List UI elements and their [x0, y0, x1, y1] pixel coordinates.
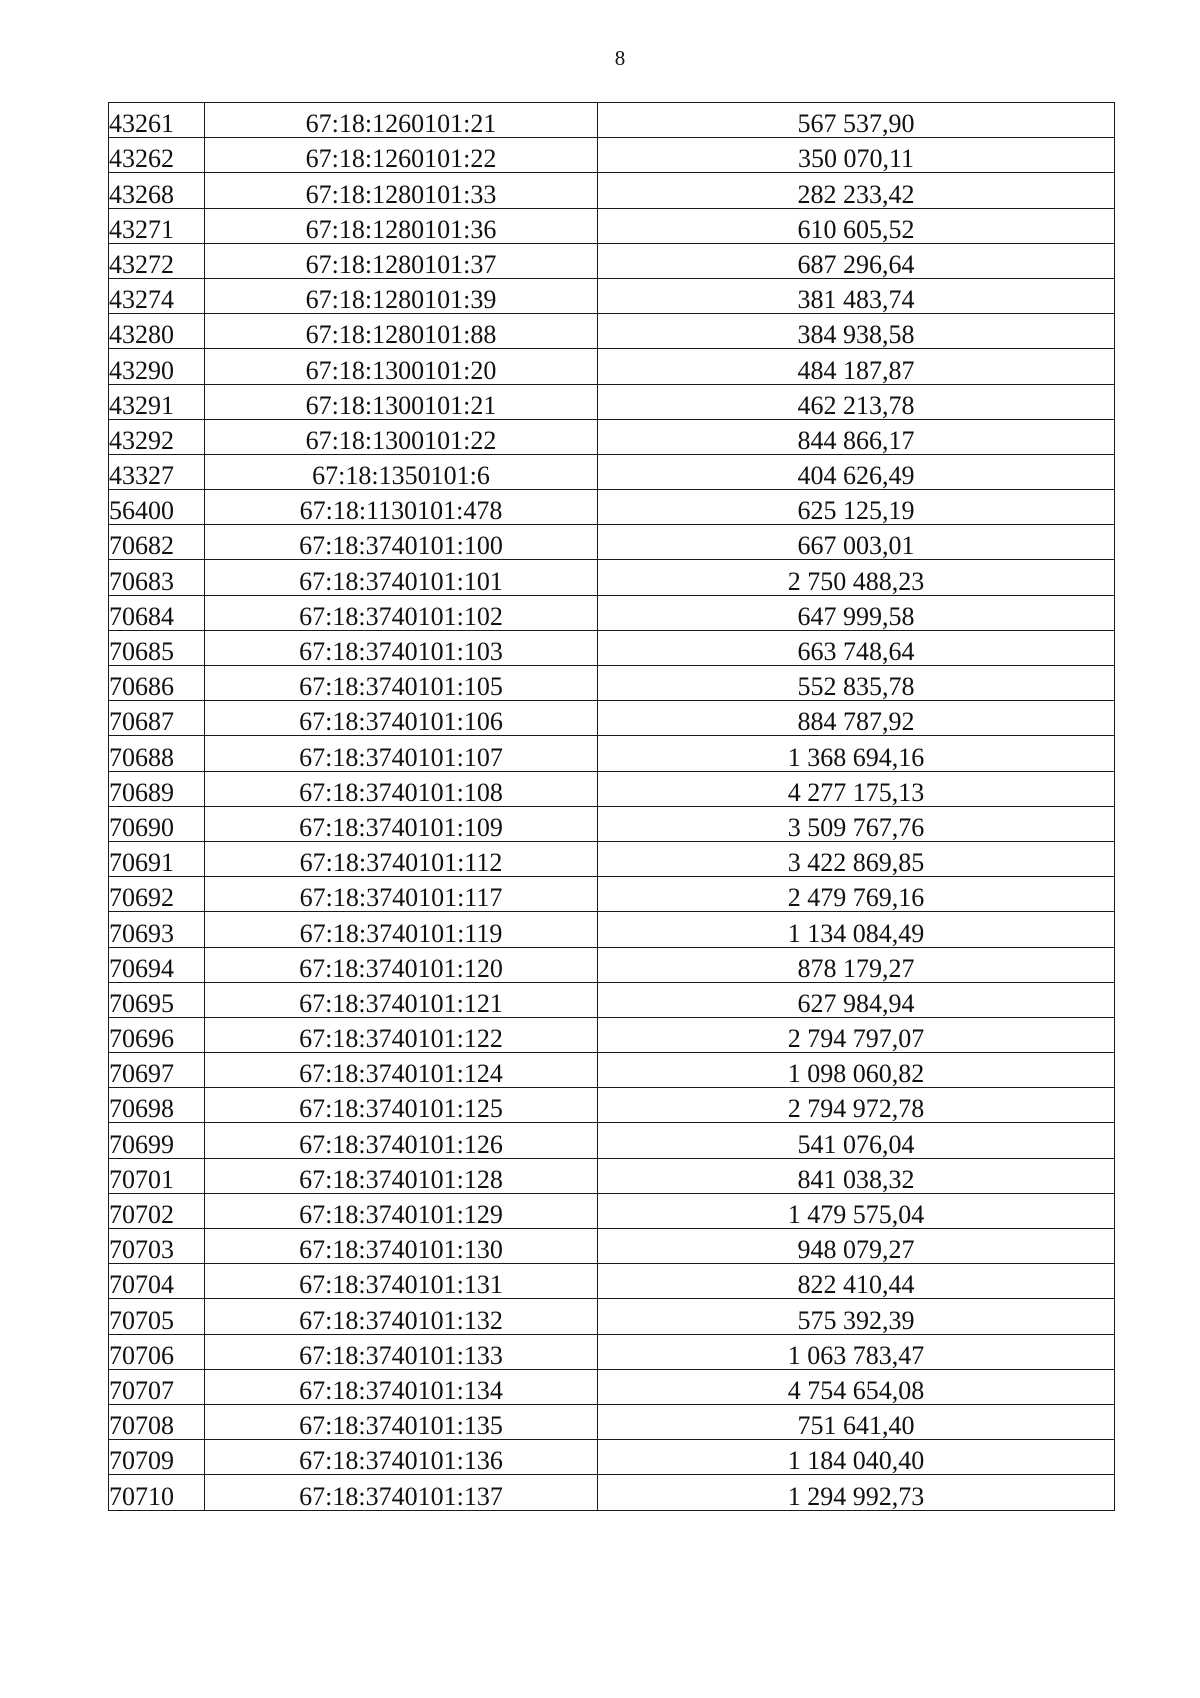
row-number-cell: 43262: [109, 138, 205, 173]
cadastral-number-cell: 67:18:3740101:112: [205, 841, 598, 876]
table-row: [109, 947, 1115, 982]
row-number-cell: 70697: [109, 1053, 205, 1088]
row-number-cell: 43292: [109, 419, 205, 454]
row-number-cell: 70683: [109, 560, 205, 595]
cadastral-value-cell: 1 134 084,49: [598, 912, 1115, 947]
table-row: [109, 349, 1115, 384]
cadastral-value-cell: 627 984,94: [598, 982, 1115, 1017]
row-number-cell: 43291: [109, 384, 205, 419]
table-row: [109, 419, 1115, 454]
cadastral-number-cell: 67:18:3740101:109: [205, 806, 598, 841]
cadastral-number-cell: 67:18:3740101:126: [205, 1123, 598, 1158]
cadastral-number-cell: 67:18:3740101:120: [205, 947, 598, 982]
cadastral-value-cell: 567 537,90: [598, 103, 1115, 138]
cadastral-number-cell: 67:18:3740101:129: [205, 1193, 598, 1228]
table-row: [109, 384, 1115, 419]
cadastral-value-cell: 384 938,58: [598, 314, 1115, 349]
cadastral-number-cell: 67:18:1130101:478: [205, 490, 598, 525]
row-number-cell: 70704: [109, 1264, 205, 1299]
table-row: [109, 1123, 1115, 1158]
cadastral-number-cell: 67:18:3740101:117: [205, 877, 598, 912]
table-row: [109, 877, 1115, 912]
cadastral-value-cell: 687 296,64: [598, 243, 1115, 278]
row-number-cell: 43272: [109, 243, 205, 278]
row-number-cell: 70689: [109, 771, 205, 806]
row-number-cell: 43268: [109, 173, 205, 208]
row-number-cell: 70702: [109, 1193, 205, 1228]
row-number-cell: 70703: [109, 1229, 205, 1264]
cadastral-number-cell: 67:18:3740101:105: [205, 666, 598, 701]
cadastral-number-cell: 67:18:3740101:131: [205, 1264, 598, 1299]
row-number-cell: 43280: [109, 314, 205, 349]
cadastral-number-cell: 67:18:3740101:108: [205, 771, 598, 806]
page-number: 8: [614, 46, 626, 70]
cadastral-number-cell: 67:18:3740101:103: [205, 630, 598, 665]
cadastral-value-cell: 575 392,39: [598, 1299, 1115, 1334]
table-row: [109, 1475, 1115, 1510]
cadastral-value-cell: 2 479 769,16: [598, 877, 1115, 912]
table-row: [109, 1158, 1115, 1193]
cadastral-number-cell: 67:18:1350101:6: [205, 454, 598, 489]
cadastral-value-cell: 610 605,52: [598, 208, 1115, 243]
cadastral-value-cell: 1 184 040,40: [598, 1440, 1115, 1475]
cadastral-number-cell: 67:18:3740101:136: [205, 1440, 598, 1475]
table-row: [109, 1017, 1115, 1052]
row-number-cell: 70698: [109, 1088, 205, 1123]
row-number-cell: 70701: [109, 1158, 205, 1193]
cadastral-number-cell: 67:18:1260101:22: [205, 138, 598, 173]
table-row: [109, 806, 1115, 841]
cadastral-value-cell: 552 835,78: [598, 666, 1115, 701]
cadastral-value-cell: 751 641,40: [598, 1404, 1115, 1439]
cadastral-value-cell: 4 754 654,08: [598, 1369, 1115, 1404]
row-number-cell: 70693: [109, 912, 205, 947]
cadastral-number-cell: 67:18:3740101:124: [205, 1053, 598, 1088]
cadastral-value-cell: 2 794 972,78: [598, 1088, 1115, 1123]
table-row: [109, 630, 1115, 665]
table-row: [109, 666, 1115, 701]
cadastral-value-cell: 948 079,27: [598, 1229, 1115, 1264]
cadastral-number-cell: 67:18:3740101:121: [205, 982, 598, 1017]
row-number-cell: 70682: [109, 525, 205, 560]
cadastral-value-cell: 841 038,32: [598, 1158, 1115, 1193]
table-row: [109, 701, 1115, 736]
table-row: [109, 525, 1115, 560]
table-row: [109, 560, 1115, 595]
cadastral-value-cell: 282 233,42: [598, 173, 1115, 208]
cadastral-number-cell: 67:18:3740101:107: [205, 736, 598, 771]
table-row: [109, 1334, 1115, 1369]
cadastral-value-cell: 462 213,78: [598, 384, 1115, 419]
row-number-cell: 70685: [109, 630, 205, 665]
row-number-cell: 70696: [109, 1017, 205, 1052]
cadastral-number-cell: 67:18:1300101:21: [205, 384, 598, 419]
row-number-cell: 70695: [109, 982, 205, 1017]
table-row: [109, 595, 1115, 630]
row-number-cell: 70688: [109, 736, 205, 771]
cadastral-number-cell: 67:18:1280101:33: [205, 173, 598, 208]
cadastral-value-cell: 3 422 869,85: [598, 841, 1115, 876]
table-row: [109, 1088, 1115, 1123]
cadastral-value-cell: 484 187,87: [598, 349, 1115, 384]
table-row: [109, 138, 1115, 173]
table-row: [109, 454, 1115, 489]
cadastral-value-cell: 844 866,17: [598, 419, 1115, 454]
table-row: [109, 208, 1115, 243]
cadastral-value-cell: 878 179,27: [598, 947, 1115, 982]
cadastral-value-cell: 1 063 783,47: [598, 1334, 1115, 1369]
row-number-cell: 70690: [109, 806, 205, 841]
cadastral-number-cell: 67:18:3740101:132: [205, 1299, 598, 1334]
cadastral-number-cell: 67:18:3740101:137: [205, 1475, 598, 1510]
cadastral-number-cell: 67:18:1300101:22: [205, 419, 598, 454]
row-number-cell: 70684: [109, 595, 205, 630]
row-number-cell: 70707: [109, 1369, 205, 1404]
cadastral-value-cell: 884 787,92: [598, 701, 1115, 736]
cadastral-value-cell: 541 076,04: [598, 1123, 1115, 1158]
row-number-cell: 70686: [109, 666, 205, 701]
cadastral-value-table: [108, 102, 1115, 1511]
cadastral-value-cell: 2 794 797,07: [598, 1017, 1115, 1052]
cadastral-number-cell: 67:18:1300101:20: [205, 349, 598, 384]
table-row: [109, 243, 1115, 278]
cadastral-value-cell: 667 003,01: [598, 525, 1115, 560]
table-row: [109, 1369, 1115, 1404]
table-row: [109, 912, 1115, 947]
table-row: [109, 173, 1115, 208]
cadastral-number-cell: 67:18:3740101:101: [205, 560, 598, 595]
cadastral-value-cell: 404 626,49: [598, 454, 1115, 489]
cadastral-value-cell: 2 750 488,23: [598, 560, 1115, 595]
cadastral-value-cell: 4 277 175,13: [598, 771, 1115, 806]
table-row: [109, 982, 1115, 1017]
row-number-cell: 70706: [109, 1334, 205, 1369]
row-number-cell: 56400: [109, 490, 205, 525]
table-row: [109, 1053, 1115, 1088]
row-number-cell: 70692: [109, 877, 205, 912]
cadastral-number-cell: 67:18:3740101:119: [205, 912, 598, 947]
cadastral-number-cell: 67:18:3740101:125: [205, 1088, 598, 1123]
cadastral-number-cell: 67:18:1260101:21: [205, 103, 598, 138]
row-number-cell: 70705: [109, 1299, 205, 1334]
cadastral-number-cell: 67:18:3740101:133: [205, 1334, 598, 1369]
table-row: [109, 771, 1115, 806]
table-row: [109, 314, 1115, 349]
table-row: [109, 1299, 1115, 1334]
table-row: [109, 1193, 1115, 1228]
row-number-cell: 43261: [109, 103, 205, 138]
cadastral-number-cell: 67:18:1280101:39: [205, 278, 598, 313]
cadastral-value-cell: 663 748,64: [598, 630, 1115, 665]
table-row: [109, 103, 1115, 138]
row-number-cell: 43271: [109, 208, 205, 243]
cadastral-value-cell: 647 999,58: [598, 595, 1115, 630]
table-row: [109, 841, 1115, 876]
row-number-cell: 43274: [109, 278, 205, 313]
cadastral-number-cell: 67:18:3740101:134: [205, 1369, 598, 1404]
cadastral-value-cell: 625 125,19: [598, 490, 1115, 525]
cadastral-number-cell: 67:18:1280101:37: [205, 243, 598, 278]
table-row: [109, 278, 1115, 313]
table-row: [109, 1440, 1115, 1475]
table-row: [109, 1229, 1115, 1264]
table-row: [109, 1404, 1115, 1439]
row-number-cell: 70687: [109, 701, 205, 736]
row-number-cell: 70694: [109, 947, 205, 982]
table-body: [109, 103, 1115, 1511]
row-number-cell: 70708: [109, 1404, 205, 1439]
row-number-cell: 70691: [109, 841, 205, 876]
cadastral-value-cell: 381 483,74: [598, 278, 1115, 313]
cadastral-number-cell: 67:18:3740101:135: [205, 1404, 598, 1439]
row-number-cell: 70710: [109, 1475, 205, 1510]
cadastral-value-cell: 1 098 060,82: [598, 1053, 1115, 1088]
row-number-cell: 70709: [109, 1440, 205, 1475]
cadastral-number-cell: 67:18:3740101:100: [205, 525, 598, 560]
cadastral-number-cell: 67:18:3740101:128: [205, 1158, 598, 1193]
cadastral-value-cell: 350 070,11: [598, 138, 1115, 173]
row-number-cell: 70699: [109, 1123, 205, 1158]
table-row: [109, 736, 1115, 771]
cadastral-value-cell: 1 479 575,04: [598, 1193, 1115, 1228]
cadastral-number-cell: 67:18:3740101:106: [205, 701, 598, 736]
row-number-cell: 43290: [109, 349, 205, 384]
cadastral-number-cell: 67:18:3740101:122: [205, 1017, 598, 1052]
cadastral-number-cell: 67:18:1280101:88: [205, 314, 598, 349]
table-row: [109, 1264, 1115, 1299]
cadastral-number-cell: 67:18:1280101:36: [205, 208, 598, 243]
row-number-cell: 43327: [109, 454, 205, 489]
cadastral-value-cell: 822 410,44: [598, 1264, 1115, 1299]
cadastral-number-cell: 67:18:3740101:130: [205, 1229, 598, 1264]
table-row: [109, 490, 1115, 525]
cadastral-value-cell: 1 368 694,16: [598, 736, 1115, 771]
cadastral-value-cell: 3 509 767,76: [598, 806, 1115, 841]
cadastral-value-cell: 1 294 992,73: [598, 1475, 1115, 1510]
cadastral-number-cell: 67:18:3740101:102: [205, 595, 598, 630]
